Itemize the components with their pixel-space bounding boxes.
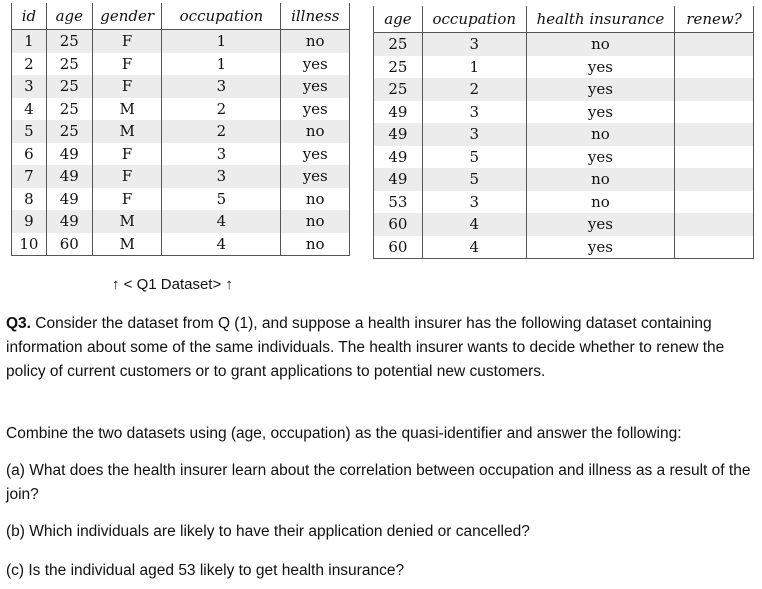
table-cell bbox=[675, 168, 754, 191]
table-row bbox=[374, 191, 754, 214]
table-cell: 60 bbox=[374, 213, 423, 236]
table-cell: 1 bbox=[162, 30, 281, 53]
table-cell: yes bbox=[281, 75, 350, 98]
col-header-id: id bbox=[12, 3, 47, 30]
table-cell: 25 bbox=[46, 98, 92, 121]
table-cell: 25 bbox=[46, 30, 92, 53]
table-row bbox=[12, 30, 350, 53]
table-cell: no bbox=[526, 123, 674, 146]
table-row bbox=[374, 123, 754, 146]
table-cell: 3 bbox=[422, 191, 526, 214]
table-cell: F bbox=[92, 30, 162, 53]
table-cell: M bbox=[92, 210, 162, 233]
table-cell: no bbox=[526, 33, 674, 56]
table-cell bbox=[675, 236, 754, 259]
table-cell: F bbox=[92, 188, 162, 211]
table-cell: 25 bbox=[46, 120, 92, 143]
table-cell: 9 bbox=[12, 210, 47, 233]
col-header-age: age bbox=[46, 3, 92, 30]
table-cell: 49 bbox=[374, 168, 423, 191]
question-part-a: (a) What does the health insurer learn about the correlation between occupation and illness as a result of the join? bbox=[6, 462, 751, 503]
table-row bbox=[374, 101, 754, 124]
table-header-row bbox=[374, 6, 754, 33]
table-cell: 4 bbox=[24, 99, 34, 118]
table-cell: 49 bbox=[46, 165, 92, 188]
table-cell: yes bbox=[526, 146, 674, 169]
question-combine: Combine the two datasets using (age, occupation) as the quasi-identifier and answer the following: bbox=[6, 425, 682, 442]
table-cell: 5 bbox=[162, 188, 281, 211]
table-cell: M bbox=[92, 120, 162, 143]
table-cell: yes bbox=[526, 101, 674, 124]
question-part-b: (b) Which individuals are likely to have their application denied or cancelled? bbox=[6, 523, 530, 540]
table-cell: 5 bbox=[422, 168, 526, 191]
table-cell: 2 bbox=[24, 54, 34, 73]
table-row bbox=[12, 98, 350, 121]
table-cell: no bbox=[281, 233, 350, 256]
table-cell: 1 bbox=[422, 56, 526, 79]
table-cell: yes bbox=[281, 165, 350, 188]
table-cell: 60 bbox=[388, 237, 408, 256]
table-cell: no bbox=[281, 188, 350, 211]
table-cell: 49 bbox=[46, 210, 92, 233]
dataset-caption: ↑ < Q1 Dataset> ↑ bbox=[112, 276, 233, 293]
table-cell: 2 bbox=[422, 78, 526, 101]
table-cell: 53 bbox=[388, 192, 408, 211]
table-cell: 4 bbox=[422, 236, 526, 259]
table-header-row bbox=[12, 3, 350, 30]
table-cell: 49 bbox=[374, 123, 423, 146]
question-part-c: (c) Is the individual aged 53 likely to get health insurance? bbox=[6, 562, 405, 579]
table-cell: yes bbox=[526, 56, 674, 79]
table-cell: 25 bbox=[46, 53, 92, 76]
table-cell: no bbox=[281, 120, 350, 143]
table-cell: yes bbox=[526, 78, 674, 101]
table-cell: F bbox=[92, 165, 162, 188]
table-row bbox=[374, 56, 754, 79]
table-cell: 25 bbox=[374, 78, 423, 101]
table-cell: 3 bbox=[422, 33, 526, 56]
table-cell: F bbox=[92, 75, 162, 98]
table-cell: yes bbox=[526, 213, 674, 236]
table-row bbox=[12, 188, 350, 211]
table-cell: 7 bbox=[12, 165, 47, 188]
table-cell: yes bbox=[281, 53, 350, 76]
table-row bbox=[374, 78, 754, 101]
table-row bbox=[374, 213, 754, 236]
table-cell: 2 bbox=[162, 98, 281, 121]
table-row bbox=[12, 75, 350, 98]
table-row bbox=[12, 120, 350, 143]
table-row bbox=[12, 165, 350, 188]
table-cell bbox=[675, 78, 754, 101]
table-cell bbox=[675, 56, 754, 79]
table-cell: 49 bbox=[388, 147, 408, 166]
table-row bbox=[374, 146, 754, 169]
table-cell: 25 bbox=[388, 57, 408, 76]
table-row bbox=[12, 210, 350, 233]
table-cell bbox=[675, 101, 754, 124]
table-cell: M bbox=[92, 233, 162, 256]
table-cell: no bbox=[281, 30, 350, 53]
table-cell: 10 bbox=[19, 234, 39, 253]
col-header-occupation: occupation bbox=[422, 6, 526, 33]
table-cell: 3 bbox=[422, 101, 526, 124]
table-row bbox=[12, 53, 350, 76]
table-cell bbox=[675, 191, 754, 214]
table-cell: F bbox=[92, 53, 162, 76]
col-header-gender: gender bbox=[92, 3, 162, 30]
table-cell: 25 bbox=[374, 33, 423, 56]
table-cell: 25 bbox=[46, 75, 92, 98]
col-header-illness: illness bbox=[281, 3, 350, 30]
table-cell: 3 bbox=[162, 75, 281, 98]
table-row bbox=[374, 168, 754, 191]
table-cell bbox=[675, 33, 754, 56]
table-row bbox=[12, 233, 350, 256]
col-header-age: age bbox=[374, 6, 423, 33]
table-cell: F bbox=[92, 143, 162, 166]
table-cell: 49 bbox=[46, 188, 92, 211]
col-header-renew: renew? bbox=[675, 6, 754, 33]
question-intro-text: Consider the dataset from Q (1), and suppose a health insurer has the following dataset containing information about some of the same individuals. The health insurer wants to decide whether to renew the policy of current customers or to grant applications to potential new customers. bbox=[6, 315, 725, 380]
table-cell: yes bbox=[526, 236, 674, 259]
table-cell: 3 bbox=[422, 123, 526, 146]
table-cell: no bbox=[526, 168, 674, 191]
table-cell: 2 bbox=[162, 120, 281, 143]
table-cell: no bbox=[526, 191, 674, 214]
table-cell: 3 bbox=[12, 75, 47, 98]
table-cell: 5 bbox=[422, 146, 526, 169]
table-cell: 60 bbox=[46, 233, 92, 256]
table-cell bbox=[675, 146, 754, 169]
table-cell: 4 bbox=[162, 233, 281, 256]
table-cell: 1 bbox=[162, 53, 281, 76]
q1-dataset-table bbox=[11, 3, 350, 256]
table-cell: 3 bbox=[162, 165, 281, 188]
table-cell: yes bbox=[281, 98, 350, 121]
insurer-dataset-table bbox=[373, 6, 754, 259]
table-cell: 3 bbox=[162, 143, 281, 166]
table-cell: 4 bbox=[422, 213, 526, 236]
table-cell bbox=[675, 213, 754, 236]
table-cell: 1 bbox=[12, 30, 47, 53]
table-cell bbox=[675, 123, 754, 146]
col-header-health-insurance: health insurance bbox=[526, 6, 674, 33]
table-row bbox=[12, 143, 350, 166]
col-header-occupation: occupation bbox=[162, 3, 281, 30]
table-cell: yes bbox=[281, 143, 350, 166]
table-cell: no bbox=[281, 210, 350, 233]
table-row bbox=[374, 236, 754, 259]
question-intro bbox=[6, 312, 756, 384]
table-row bbox=[374, 33, 754, 56]
table-cell: 49 bbox=[46, 143, 92, 166]
table-cell: 6 bbox=[24, 144, 34, 163]
table-cell: 8 bbox=[24, 189, 34, 208]
table-cell: 49 bbox=[388, 102, 408, 121]
table-cell: M bbox=[92, 98, 162, 121]
table-cell: 4 bbox=[162, 210, 281, 233]
table-cell: 5 bbox=[12, 120, 47, 143]
question-label: Q3. bbox=[6, 315, 31, 332]
